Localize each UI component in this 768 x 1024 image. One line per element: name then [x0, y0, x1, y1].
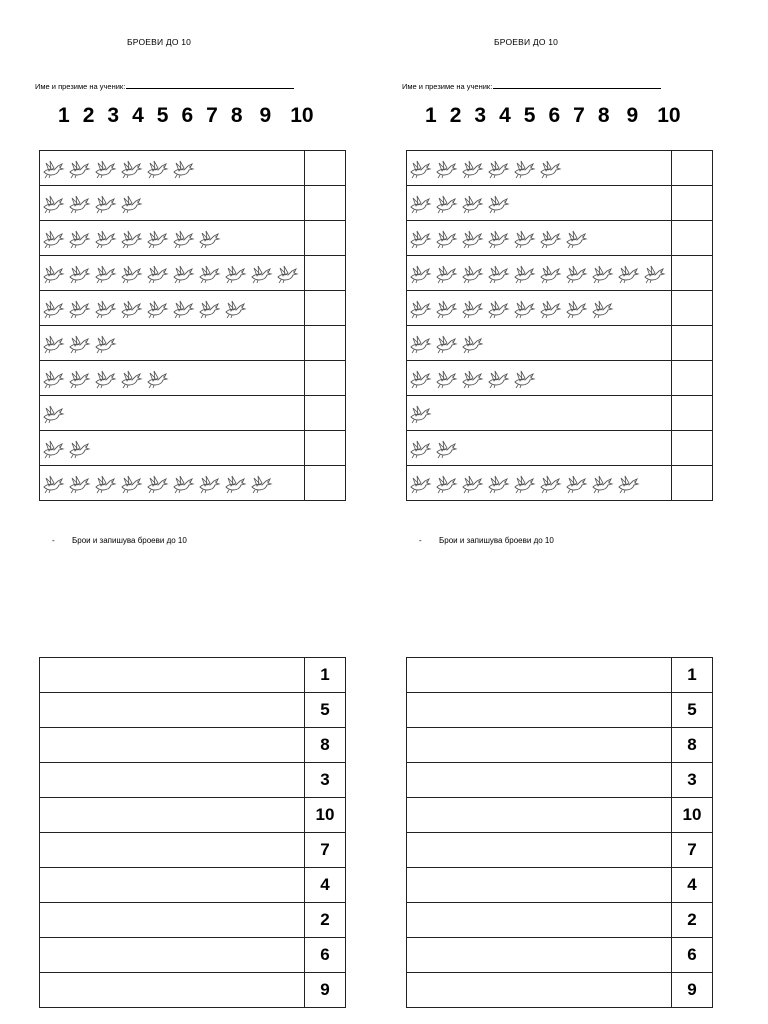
bird-icon — [512, 367, 536, 389]
bird-cell — [407, 466, 672, 501]
bird-icon — [41, 157, 65, 179]
bird-icon — [486, 227, 510, 249]
bird-icon — [486, 297, 510, 319]
answer-box[interactable] — [305, 326, 346, 361]
bird-icon — [434, 332, 458, 354]
number-row — [407, 693, 713, 728]
number-row — [40, 693, 346, 728]
strip-number: 1 — [58, 104, 70, 127]
bird-row — [40, 431, 346, 466]
bird-icon — [93, 227, 117, 249]
target-number: 6 — [305, 938, 346, 973]
answer-box[interactable] — [305, 431, 346, 466]
worksheet-right — [367, 0, 737, 1024]
bird-icon — [512, 227, 536, 249]
bird-cell — [40, 291, 305, 326]
bird-icon — [41, 472, 65, 494]
drawing-box[interactable] — [40, 658, 305, 693]
strip-number: 9 — [259, 104, 272, 127]
answer-box[interactable] — [672, 326, 713, 361]
target-number: 1 — [672, 658, 713, 693]
bird-icon — [145, 157, 169, 179]
bird-icon — [434, 367, 458, 389]
drawing-box[interactable] — [407, 798, 672, 833]
bird-icon — [564, 262, 588, 284]
bird-icon — [93, 262, 117, 284]
bird-icon — [642, 262, 666, 284]
bird-cell — [40, 221, 305, 256]
instruction — [52, 536, 187, 545]
instruction — [419, 536, 554, 545]
strip-number: 4 — [132, 104, 144, 127]
bird-icon — [434, 472, 458, 494]
target-number: 5 — [305, 693, 346, 728]
bird-icon — [538, 297, 562, 319]
bird-icon — [486, 367, 510, 389]
bird-cell — [407, 186, 672, 221]
drawing-box[interactable] — [407, 763, 672, 798]
bird-icon — [434, 192, 458, 214]
bird-row — [407, 186, 713, 221]
bird-icon — [538, 262, 562, 284]
bird-cell — [407, 151, 672, 186]
bird-icon — [408, 297, 432, 319]
bird-icon — [93, 192, 117, 214]
answer-box[interactable] — [305, 396, 346, 431]
bird-cell — [407, 221, 672, 256]
bird-icon — [119, 297, 143, 319]
number-row — [40, 973, 346, 1008]
bird-icon — [434, 227, 458, 249]
answer-box[interactable] — [305, 186, 346, 221]
target-number: 6 — [672, 938, 713, 973]
bird-icon — [93, 472, 117, 494]
bird-row — [40, 256, 346, 291]
strip-number: 8 — [597, 104, 610, 127]
bird-icon — [408, 227, 432, 249]
drawing-box[interactable] — [40, 938, 305, 973]
student-name-blank[interactable] — [493, 81, 661, 89]
drawing-box[interactable] — [407, 868, 672, 903]
target-number: 3 — [672, 763, 713, 798]
student-name-label: Име и презиме на ученик: — [35, 82, 126, 91]
bird-icon — [145, 262, 169, 284]
drawing-box[interactable] — [40, 868, 305, 903]
bird-row — [40, 326, 346, 361]
bird-row — [40, 291, 346, 326]
target-number: 10 — [672, 798, 713, 833]
bird-icon — [67, 227, 91, 249]
bird-row — [407, 466, 713, 501]
drawing-box[interactable] — [40, 728, 305, 763]
bird-icon — [41, 367, 65, 389]
target-number: 8 — [305, 728, 346, 763]
bird-cell — [40, 186, 305, 221]
strip-number: 3 — [474, 104, 487, 127]
strip-number: 5 — [156, 104, 169, 127]
bird-icon — [41, 227, 65, 249]
bird-row — [40, 396, 346, 431]
instruction-text: Брои и запишува броеви до 10 — [439, 536, 554, 545]
bird-icon — [486, 157, 510, 179]
answer-box[interactable] — [672, 466, 713, 501]
number-row — [407, 938, 713, 973]
bird-icon — [408, 402, 432, 424]
bird-counting-table — [39, 150, 346, 501]
bird-icon — [223, 262, 247, 284]
bird-icon — [67, 192, 91, 214]
strip-number: 2 — [82, 104, 95, 127]
bird-icon — [197, 262, 221, 284]
target-number: 4 — [305, 868, 346, 903]
bird-icon — [538, 227, 562, 249]
bird-row — [40, 221, 346, 256]
answer-box[interactable] — [305, 466, 346, 501]
bird-icon — [41, 262, 65, 284]
bird-icon — [171, 157, 195, 179]
bird-icon — [41, 332, 65, 354]
bird-icon — [67, 297, 91, 319]
bird-icon — [145, 367, 169, 389]
target-number: 3 — [305, 763, 346, 798]
bird-icon — [171, 472, 195, 494]
bird-icon — [67, 367, 91, 389]
bird-icon — [408, 332, 432, 354]
worksheet-left — [0, 0, 370, 1024]
bird-cell — [40, 326, 305, 361]
answer-box[interactable] — [672, 431, 713, 466]
bird-icon — [460, 367, 484, 389]
bird-icon — [119, 472, 143, 494]
bird-icon — [512, 472, 536, 494]
bird-cell — [407, 326, 672, 361]
target-number: 1 — [305, 658, 346, 693]
bird-icon — [538, 157, 562, 179]
bird-icon — [590, 262, 614, 284]
bird-row — [40, 186, 346, 221]
bird-icon — [564, 227, 588, 249]
bird-cell — [40, 431, 305, 466]
bird-icon — [41, 297, 65, 319]
bird-cell — [407, 361, 672, 396]
number-row — [407, 903, 713, 938]
bird-icon — [249, 472, 273, 494]
bird-icon — [460, 157, 484, 179]
drawing-box[interactable] — [40, 763, 305, 798]
bird-icon — [486, 192, 510, 214]
bird-icon — [171, 297, 195, 319]
number-strip — [425, 104, 681, 128]
answer-box[interactable] — [672, 186, 713, 221]
bird-row — [407, 431, 713, 466]
bird-icon — [434, 297, 458, 319]
answer-box[interactable] — [305, 291, 346, 326]
bird-icon — [145, 297, 169, 319]
bird-row — [407, 361, 713, 396]
bird-icon — [223, 472, 247, 494]
drawing-box[interactable] — [40, 693, 305, 728]
drawing-box[interactable] — [407, 728, 672, 763]
target-number: 5 — [672, 693, 713, 728]
bird-icon — [93, 332, 117, 354]
strip-number: 10 — [657, 104, 681, 127]
number-row — [40, 658, 346, 693]
answer-box[interactable] — [672, 221, 713, 256]
answer-box[interactable] — [672, 291, 713, 326]
bird-icon — [41, 437, 65, 459]
student-name-line — [402, 81, 661, 91]
strip-number: 7 — [206, 104, 218, 127]
bird-icon — [408, 192, 432, 214]
answer-box[interactable] — [305, 151, 346, 186]
bird-icon — [460, 472, 484, 494]
drawing-box[interactable] — [407, 903, 672, 938]
number-row — [40, 868, 346, 903]
bird-icon — [197, 227, 221, 249]
answer-box[interactable] — [305, 221, 346, 256]
bird-icon — [67, 437, 91, 459]
drawing-box[interactable] — [407, 973, 672, 1008]
bird-icon — [171, 227, 195, 249]
strip-number: 6 — [548, 104, 561, 127]
answer-box[interactable] — [672, 256, 713, 291]
bird-icon — [564, 297, 588, 319]
bird-icon — [145, 472, 169, 494]
number-row — [40, 728, 346, 763]
answer-box[interactable] — [305, 361, 346, 396]
bird-icon — [93, 367, 117, 389]
number-writing-table — [406, 657, 713, 1008]
worksheet-title: БРОЕВИ ДО 10 — [127, 37, 192, 47]
bird-icon — [408, 367, 432, 389]
number-row — [40, 903, 346, 938]
target-number: 7 — [305, 833, 346, 868]
bird-row — [407, 326, 713, 361]
drawing-box[interactable] — [40, 833, 305, 868]
bird-icon — [538, 472, 562, 494]
bird-icon — [616, 472, 640, 494]
bird-cell — [407, 256, 672, 291]
number-row — [407, 658, 713, 693]
bird-icon — [460, 332, 484, 354]
bird-icon — [486, 262, 510, 284]
drawing-box[interactable] — [40, 903, 305, 938]
target-number: 10 — [305, 798, 346, 833]
target-number: 7 — [672, 833, 713, 868]
strip-number: 2 — [449, 104, 462, 127]
bird-row — [407, 256, 713, 291]
number-row — [407, 868, 713, 903]
bird-icon — [590, 297, 614, 319]
bird-cell — [40, 256, 305, 291]
bird-cell — [40, 361, 305, 396]
bird-icon — [460, 227, 484, 249]
number-row — [407, 798, 713, 833]
number-row — [407, 763, 713, 798]
bird-icon — [512, 297, 536, 319]
bird-icon — [460, 297, 484, 319]
bird-icon — [93, 157, 117, 179]
student-name-blank[interactable] — [126, 81, 294, 89]
instruction-bullet: - — [419, 536, 422, 545]
number-row — [40, 833, 346, 868]
drawing-box[interactable] — [407, 833, 672, 868]
bird-icon — [197, 297, 221, 319]
bird-icon — [197, 472, 221, 494]
strip-number: 9 — [626, 104, 639, 127]
bird-icon — [249, 262, 273, 284]
bird-cell — [40, 151, 305, 186]
bird-icon — [408, 472, 432, 494]
strip-number: 8 — [230, 104, 243, 127]
strip-number: 10 — [290, 104, 314, 127]
bird-icon — [119, 192, 143, 214]
bird-icon — [512, 157, 536, 179]
answer-box[interactable] — [672, 396, 713, 431]
bird-icon — [564, 472, 588, 494]
student-name-label: Име и презиме на ученик: — [402, 82, 493, 91]
target-number: 9 — [305, 973, 346, 1008]
bird-row — [40, 151, 346, 186]
bird-icon — [119, 227, 143, 249]
answer-box[interactable] — [305, 256, 346, 291]
number-row — [40, 763, 346, 798]
bird-icon — [67, 472, 91, 494]
bird-row — [407, 291, 713, 326]
bird-counting-table — [406, 150, 713, 501]
strip-number: 3 — [107, 104, 120, 127]
strip-number: 7 — [573, 104, 585, 127]
bird-icon — [119, 367, 143, 389]
instruction-bullet: - — [52, 536, 55, 545]
drawing-box[interactable] — [40, 798, 305, 833]
bird-icon — [408, 262, 432, 284]
worksheet-title: БРОЕВИ ДО 10 — [494, 37, 559, 47]
bird-icon — [434, 157, 458, 179]
bird-icon — [460, 262, 484, 284]
target-number: 2 — [672, 903, 713, 938]
target-number: 9 — [672, 973, 713, 1008]
bird-icon — [486, 472, 510, 494]
bird-icon — [434, 437, 458, 459]
bird-icon — [616, 262, 640, 284]
strip-number: 1 — [425, 104, 437, 127]
number-row — [40, 798, 346, 833]
bird-icon — [171, 262, 195, 284]
bird-cell — [407, 291, 672, 326]
drawing-box[interactable] — [407, 938, 672, 973]
bird-icon — [145, 227, 169, 249]
bird-cell — [40, 396, 305, 431]
answer-box[interactable] — [672, 151, 713, 186]
instruction-text: Брои и запишува броеви до 10 — [72, 536, 187, 545]
target-number: 8 — [672, 728, 713, 763]
bird-icon — [460, 192, 484, 214]
bird-row — [407, 221, 713, 256]
bird-cell — [40, 466, 305, 501]
drawing-box[interactable] — [407, 658, 672, 693]
bird-cell — [407, 431, 672, 466]
bird-icon — [408, 157, 432, 179]
bird-icon — [67, 157, 91, 179]
bird-icon — [119, 262, 143, 284]
bird-row — [407, 396, 713, 431]
bird-icon — [41, 402, 65, 424]
bird-icon — [93, 297, 117, 319]
bird-icon — [67, 332, 91, 354]
bird-icon — [408, 437, 432, 459]
bird-icon — [41, 192, 65, 214]
bird-icon — [590, 472, 614, 494]
drawing-box[interactable] — [407, 693, 672, 728]
number-row — [40, 938, 346, 973]
bird-icon — [119, 157, 143, 179]
number-row — [407, 728, 713, 763]
number-row — [407, 833, 713, 868]
strip-number: 5 — [523, 104, 536, 127]
number-writing-table — [39, 657, 346, 1008]
drawing-box[interactable] — [40, 973, 305, 1008]
bird-icon — [434, 262, 458, 284]
number-strip — [58, 104, 314, 128]
target-number: 4 — [672, 868, 713, 903]
bird-icon — [223, 297, 247, 319]
number-row — [407, 973, 713, 1008]
strip-number: 6 — [181, 104, 194, 127]
bird-icon — [275, 262, 299, 284]
answer-box[interactable] — [672, 361, 713, 396]
bird-row — [407, 151, 713, 186]
target-number: 2 — [305, 903, 346, 938]
bird-icon — [512, 262, 536, 284]
bird-icon — [67, 262, 91, 284]
bird-row — [40, 466, 346, 501]
student-name-line — [35, 81, 294, 91]
strip-number: 4 — [499, 104, 511, 127]
bird-row — [40, 361, 346, 396]
bird-cell — [407, 396, 672, 431]
